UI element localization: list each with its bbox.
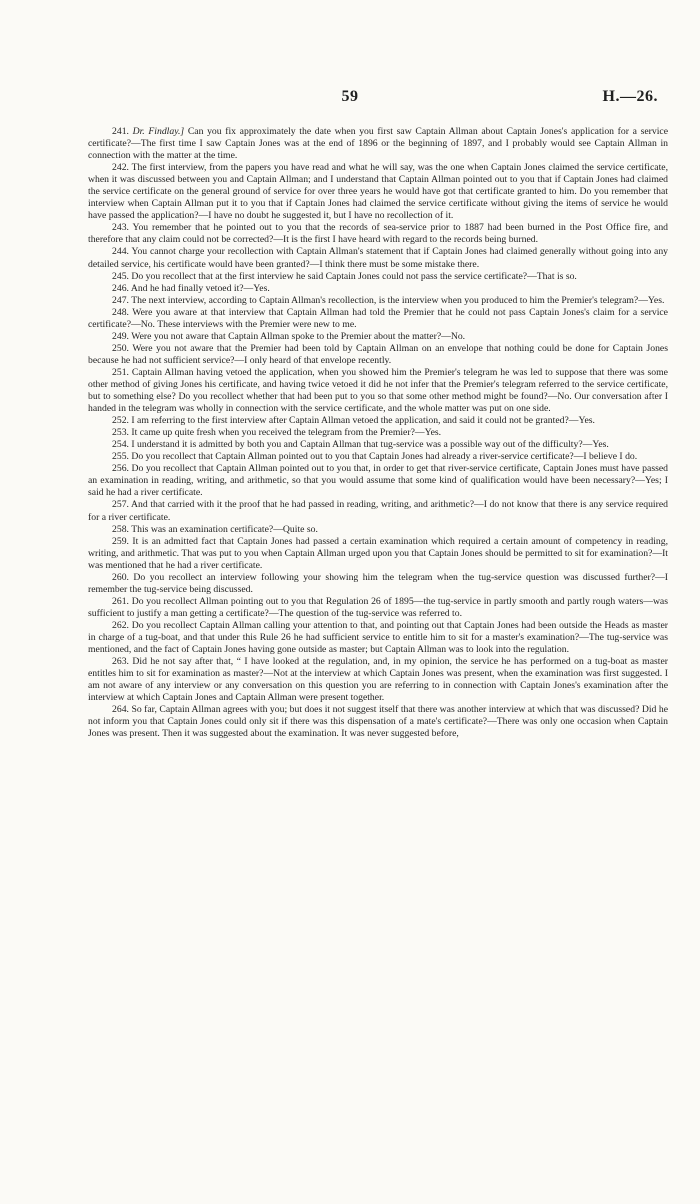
- paragraph-245: [88, 271, 668, 283]
- paragraph-247: [88, 295, 668, 307]
- paragraph-number: 257.: [112, 499, 129, 511]
- paragraph-262: [88, 620, 668, 656]
- paragraph-text: Do you recollect Captain Allman calling your attention to that, and pointing out that Captain Jones had been outside the Heads as master in charge of a tug-boat, and that under this Rule 26 he had sufficient service to entitle him to sit for a master's examination?—The tug-service was mentioned, and the fact of Captain Jones having gone outside as master; but Captain Allman was to look into the regulation.: [88, 619, 668, 656]
- paragraph-text: And he had finally vetoed it?—Yes.: [130, 282, 270, 294]
- paragraph-number: 246.: [112, 282, 129, 294]
- paragraph-text: Do you recollect an interview following your showing him the telegram when the tug-service question was discussed further?—I remember the tug-service being discussed.: [88, 571, 668, 595]
- paragraph-number: 253.: [112, 427, 129, 439]
- paragraph-249: [88, 331, 668, 343]
- paragraph-254: [88, 439, 668, 451]
- paragraph-253: [88, 427, 668, 439]
- paragraph-243: [88, 222, 668, 246]
- paragraph-244: [88, 246, 668, 270]
- paragraph-text: Do you recollect that at the first interview he said Captain Jones could not pass the service certificate?—That is so.: [131, 270, 577, 282]
- paragraph-263: [88, 656, 668, 704]
- paragraph-text: I understand it is admitted by both you and Captain Allman that tug-service was a possible way out of the difficulty?—Yes.: [131, 439, 609, 451]
- paragraph-number: 260.: [112, 571, 129, 583]
- paragraph-text: So far, Captain Allman agrees with you; but does it not suggest itself that there was another interview at which that was discussed? Did he not inform you that Captain Jones could only sit if there was this dispensation of a mate's certificate?—There was only one occasion when Captain Jones was present. Then it was suggested about the examination. It was never suggested before,: [88, 704, 669, 740]
- paragraph-number: 251.: [112, 366, 129, 378]
- paragraph-number: 258.: [112, 523, 129, 535]
- paragraph-260: [88, 572, 668, 596]
- paragraph-257: [88, 499, 668, 523]
- page-code: H.—26.: [602, 88, 658, 105]
- paragraph-number: 262.: [112, 619, 129, 631]
- paragraph-number: 252.: [112, 415, 129, 427]
- paragraph-number: 263.: [112, 656, 129, 668]
- paragraph-text: Do you recollect Allman pointing out to you that Regulation 26 of 1895—the tug-service in partly smooth and partly rough waters—was sufficient to justify a man getting a certificate?—The question of the tug-service was referred to.: [88, 595, 669, 619]
- page-number: 59: [341, 88, 359, 105]
- paragraph-text: It came up quite fresh when you received the telegram from the Premier?—Yes.: [131, 427, 442, 439]
- paragraph-number: 243.: [112, 222, 129, 234]
- paragraph-number: 249.: [112, 330, 129, 342]
- paragraph-text: And that carried with it the proof that he had passed in reading, writing, and arithmetic?—I do not know that there is any service required for a river certificate.: [88, 499, 668, 523]
- paragraph-242: [88, 162, 668, 222]
- document-body: [88, 126, 668, 740]
- paragraph-259: [88, 536, 668, 572]
- paragraph-number: 261.: [112, 595, 129, 607]
- paragraph-number: 247.: [112, 294, 129, 306]
- paragraph-number: 255.: [112, 451, 129, 463]
- paragraph-number: 250.: [112, 342, 129, 354]
- paragraph-text: The next interview, according to Captain Allman's recollection, is the interview when you produced to him the Premier's telegram?—Yes.: [131, 294, 665, 306]
- paragraph-number: 244.: [112, 246, 129, 258]
- paragraph-text: Do you recollect that Captain Allman pointed out to you that, in order to get that river-service certificate, Captain Jones must have passed an examination in reading, writing, and arithmetic, so that you would assume that some kind of qualification would have been necessary?—Yes; I said he had a river certificate.: [88, 463, 669, 499]
- paragraph-text: Do you recollect that Captain Allman pointed out to you that Captain Jones had already a river-service certificate?—I believe I do.: [131, 451, 638, 463]
- page-header: [0, 88, 700, 112]
- paragraph-text: This was an examination certificate?—Quite so.: [131, 523, 318, 535]
- paragraph-248: [88, 307, 668, 331]
- paragraph-251: [88, 367, 668, 415]
- paragraph-text: I am referring to the first interview after Captain Allman vetoed the application, and said it could not be granted?—Yes.: [131, 415, 595, 427]
- paragraph-number: 254.: [112, 439, 129, 451]
- paragraph-text: You remember that he pointed out to you that the records of sea-service prior to 1887 had been burned in the Post Office fire, and therefore that any claim could not be corrected?—It is the first I have heard with regard to the records being burned.: [88, 222, 669, 246]
- paragraph-250: [88, 343, 668, 367]
- paragraph-number: 248.: [112, 306, 129, 318]
- paragraph-252: [88, 415, 668, 427]
- paragraph-number: 264.: [112, 704, 129, 716]
- paragraph-text: Did he not say after that, “ I have looked at the regulation, and, in my opinion, the service he has performed on a tug-boat as master entitles him to sit for examination as master?—Not at the interview at which Captain Jones was present, when the examination was first suggested. I am not aware of any interview or any conversation on this question you are referring to in connection with Captain Jones's examination after the interview at which Captain Jones and Captain Allman were present together.: [88, 656, 669, 704]
- paragraph-255: [88, 451, 668, 463]
- paragraph-text: Were you not aware that the Premier had been told by Captain Allman on an envelope that nothing could be done for Captain Jones because he had not sufficient service?—I only heard of that envelope recently.: [88, 342, 668, 366]
- paragraph-text: The first interview, from the papers you have read and what he will say, was the one when Captain Jones claimed the service certificate, when it was discussed between you and Captain Allman; and I understand that Captain Allman pointed out to you that if Captain Jones had claimed the service certificate on the general ground of service for over three years he would have got that certificate granted to him. Do you remember that interview when Captain Allman put it to you that if Captain Jones had claimed the service certificate without giving the items of service he would have passed the application?—I have no doubt he suggested it, but I have no recollection of it.: [88, 162, 669, 222]
- paragraph-number: 241.: [112, 126, 129, 137]
- paragraph-number: 245.: [112, 270, 129, 282]
- paragraph-264: [88, 704, 668, 740]
- paragraph-text: Can you fix approximately the date when you first saw Captain Allman about Captain Jones's application for a service certificate?—The first time I saw Captain Jones was at the end of 1896 or the beginning of 1897, and I probably would see Captain Allman in connection with the matter at the time.: [88, 126, 668, 162]
- paragraph-number: 242.: [112, 162, 129, 174]
- paragraph-261: [88, 596, 668, 620]
- paragraph-text: Were you aware at that interview that Captain Allman had told the Premier that he could not pass Captain Jones's claim for a service certificate?—No. These interviews with the Premier were new to me.: [88, 306, 668, 330]
- paragraph-text: Were you not aware that Captain Allman spoke to the Premier about the matter?—No.: [131, 330, 466, 342]
- paragraph-258: [88, 524, 668, 536]
- paragraph-text: It is an admitted fact that Captain Jones had passed a certain examination which required a certain amount of competency in reading, writing, and arithmetic. That was put to you when Captain Allman urged upon you that Captain Jones should be permitted to sit for examination?—It was mentioned that he had a river certificate.: [88, 535, 669, 571]
- speaker-label: Dr. Findlay.]: [132, 126, 185, 137]
- paragraph-246: [88, 283, 668, 295]
- paragraph-256: [88, 463, 668, 499]
- paragraph-241: [88, 126, 668, 162]
- paragraph-text: Captain Allman having vetoed the application, when you showed him the Premier's telegram he was led to suppose that there was some other method of giving Jones his certificate, and having twice vetoed it did he not infer that the Premier's telegram referred to the service certificate, but to something else? Do you recollect whether that had been put to you so that some other method might be found?—No. Our conversation after I handed in the telegram was wholly in connection with the service certificate, and the whole matter was put on one side.: [88, 366, 668, 415]
- paragraph-number: 256.: [112, 463, 129, 475]
- paragraph-text: You cannot charge your recollection with Captain Allman's statement that if Captain Jones had claimed generally without going into any detailed service, his certificate would have been granted?—I think there must be some mistake there.: [88, 246, 669, 270]
- paragraph-number: 259.: [112, 535, 129, 547]
